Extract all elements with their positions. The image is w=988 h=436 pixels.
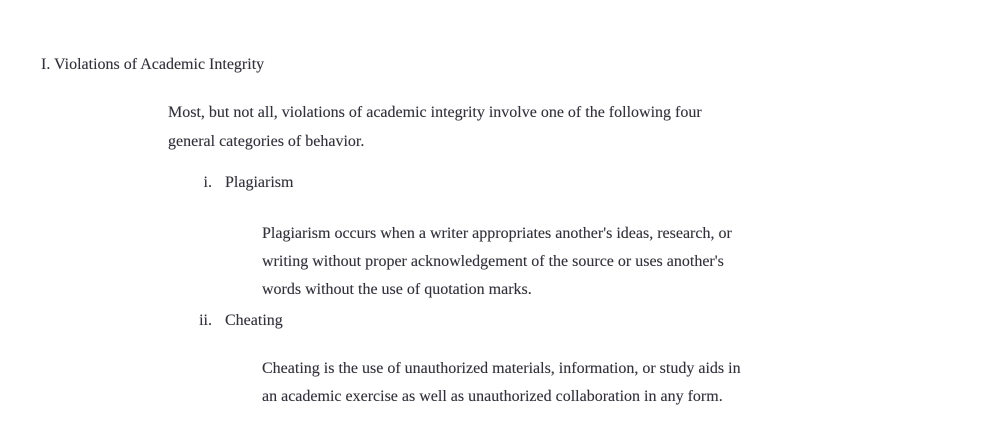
paragraph-line: Most, but not all, violations of academic integrity involve one of the following four [168,104,702,121]
paragraph-line: general categories of behavior. [168,133,365,150]
list-item-label: Cheating [225,312,283,329]
intro-paragraph [168,98,702,156]
section-heading: I. Violations of Academic Integrity [41,56,265,73]
list-numeral: ii. [199,312,212,329]
paragraph-line: words without the use of quotation marks. [262,281,532,298]
paragraph-line: Plagiarism occurs when a writer appropriates another's ideas, research, or [262,225,732,242]
list-item-plagiarism-title [190,173,293,193]
paragraph-line: Cheating is the use of unauthorized materials, information, or study aids in [262,360,741,377]
plagiarism-paragraph [262,220,732,304]
paragraph-line: an academic exercise as well as unauthorized collaboration in any form. [262,388,723,405]
list-item-label: Plagiarism [225,174,294,191]
list-numeral: i. [203,174,212,191]
cheating-paragraph [262,355,741,411]
paragraph-line: writing without proper acknowledgement of the source or uses another's [262,253,724,270]
list-item-cheating-title [190,311,283,331]
